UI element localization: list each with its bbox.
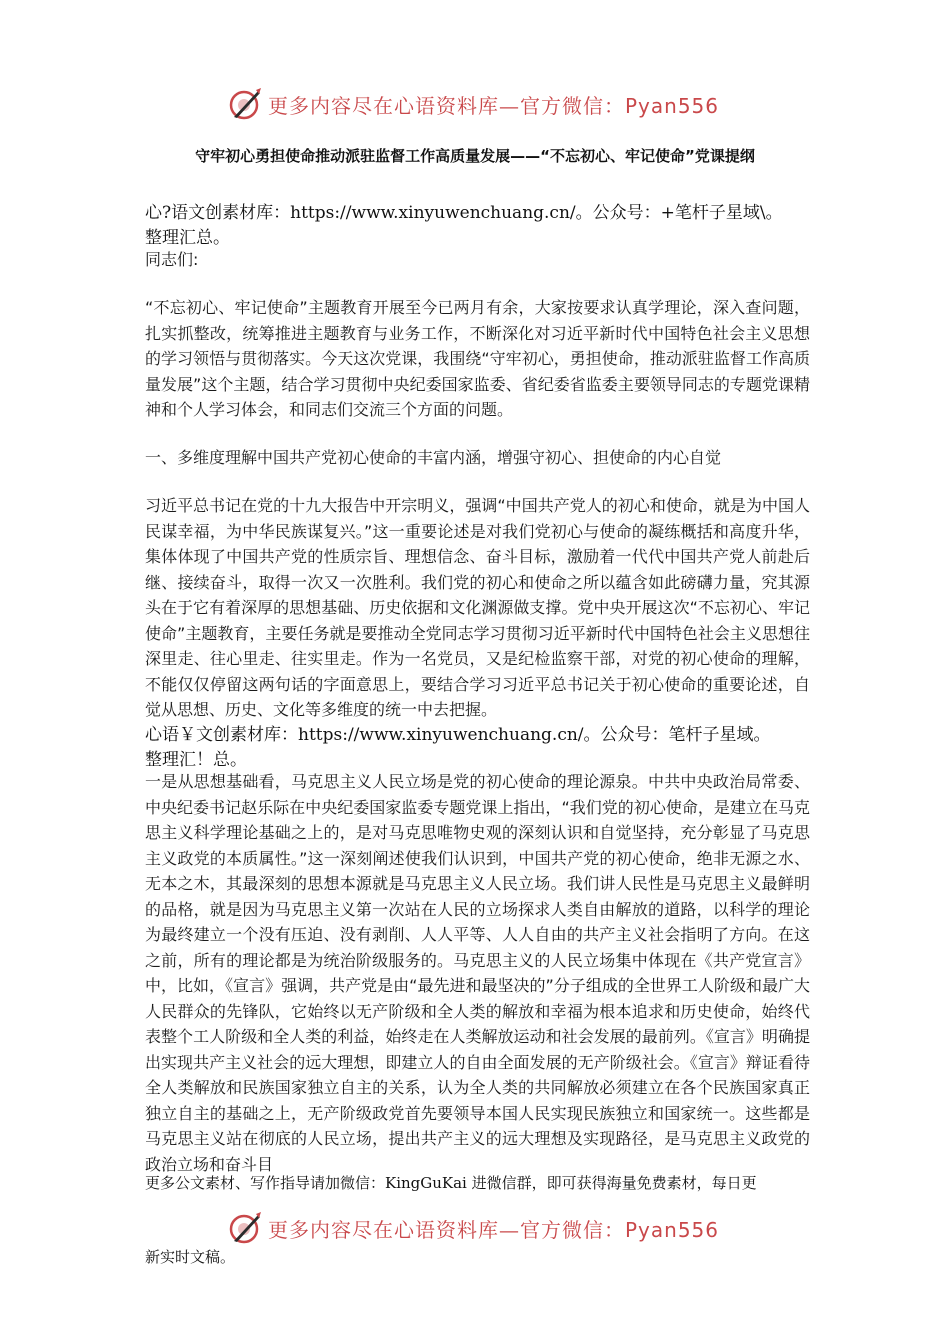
paragraph-2: 习近平总书记在党的十九大报告中开宗明义，强调“中国共产党人的初心和使命，就是为中国人民谋幸福，为中华民族谋复兴。”这一重要论述是对我们党初心与使命的凝练概括和高度升华，集体体现了中国共产党的性质宗旨、理想信念、奋斗目标，激励着一代代中国共产党人前赴后继、接续奋斗，取得一次又一次胜利。我们党的初心和使命之所以蕴含如此磅礴力量，究其源头在于它有着深厚的思想基础、历史依据和文化渊源做支撑。党中央开展这次“不忘初心、牢记使命”主题教育，主要任务就是要推动全党同志学习贯彻习近平新时代中国特色社会主义思想往深里走、往心里走、往实里走。作为一名党员，又是纪检监察干部，对党的初心使命的理解，不能仅仅停留这两句话的字面意思上，要结合学习习近平总书记关于初心使命的重要论述，自觉从思想、历史、文化等多维度的统一中去把握。	[145, 496, 810, 719]
header-banner	[228, 86, 728, 122]
greeting: 同志们:	[145, 250, 199, 269]
footer-note-1: 更多公文素材、写作指导请加微信：KingGuKai 进微信群，即可获得海量免费素材，每日更	[145, 1174, 757, 1192]
source-note-1b: 整理汇总。	[145, 228, 230, 248]
intro-paragraph: “不忘初心、牢记使命”主题教育开展至今已两月有余，大家按要求认真学理论，深入查问题，扎实抓整改，统筹推进主题教育与业务工作，不断深化对习近平新时代中国特色社会主义思想的学习领悟与贯彻落实。今天这次党课，我围绕“守牢初心，勇担使命，推动派驻监督工作高质量发展”这个主题，结合学习贯彻中央纪委国家监委、省纪委省监委主要领导同志的专题党课精神和个人学习体会，和同志们交流三个方面的问题。	[145, 298, 810, 419]
footer-banner	[228, 1210, 728, 1246]
pen-logo-icon	[228, 1211, 262, 1245]
banner-wechat-id: Pyan556	[625, 1217, 720, 1242]
source-note-2a: 心语￥文创素材库：https://www.xinyuwenchuang.cn/。公众号：笔杆子星域。	[145, 725, 771, 745]
document-title: 守牢初心勇担使命推动派驻监督工作高质量发展——“不忘初心、牢记使命”党课提纲	[195, 147, 755, 165]
banner-wechat-id: Pyan556	[625, 93, 720, 118]
footer-note-2: 新实时文稿。	[145, 1248, 236, 1266]
source-note-1a: 心?语文创素材库：https://www.xinyuwenchuang.cn/。公众号：+笔杆子星域\。	[145, 203, 783, 223]
source-note-2b: 整理汇！总。	[145, 750, 247, 770]
pen-logo-icon	[228, 87, 262, 121]
paragraph-3: 一是从思想基础看，马克思主义人民立场是党的初心使命的理论源泉。中共中央政治局常委、中央纪委书记赵乐际在中央纪委国家监委专题党课上指出，“我们党的初心使命，是建立在马克思主义科学理论基础之上的，是对马克思唯物史观的深刻认识和自觉坚持，充分彰显了马克思主义政党的本质属性。”这一深刻阐述使我们认识到，中国共产党的初心使命，绝非无源之水、无本之木，其最深刻的思想本源就是马克思主义人民立场。我们讲人民性是马克思主义最鲜明的品格，就是因为马克思主义第一次站在人民的立场探求人类自由解放的道路，以科学的理论为最终建立一个没有压迫、没有剥削、人人平等、人人自由的共产主义社会指明了方向。在这之前，所有的理论都是为统治阶级服务的。马克思主义的人民立场集中体现在《共产党宣言》中，比如，《宣言》强调，共产党是由“最先进和最坚决的”分子组成的全世界工人阶级和最广大人民群众的先锋队，它始终以无产阶级和全人类的解放和幸福为根本追求和历史使命，始终代表整个工人阶级和全人类的利益，始终走在人类解放运动和社会发展的最前列。《宣言》明确提出实现共产主义社会的远大理想，即建立人的自由全面发展的无产阶级社会。《宣言》辩证看待全人类解放和民族国家独立自主的关系，认为全人类的共同解放必须建立在各个民族国家真正独立自主的基础之上，无产阶级政党首先要领导本国人民实现民族独立和国家统一。这些都是马克思主义站在彻底的人民立场，提出共产主义的远大理想及实现路径，是马克思主义政党的政治立场和奋斗目	[145, 772, 810, 1174]
banner-text: 更多内容尽在心语资料库—官方微信：Pyan556	[268, 1217, 720, 1242]
banner-text: 更多内容尽在心语资料库—官方微信：Pyan556	[268, 93, 720, 118]
section-1-heading: 一、多维度理解中国共产党初心使命的丰富内涵，增强守初心、担使命的内心自觉	[145, 448, 722, 467]
